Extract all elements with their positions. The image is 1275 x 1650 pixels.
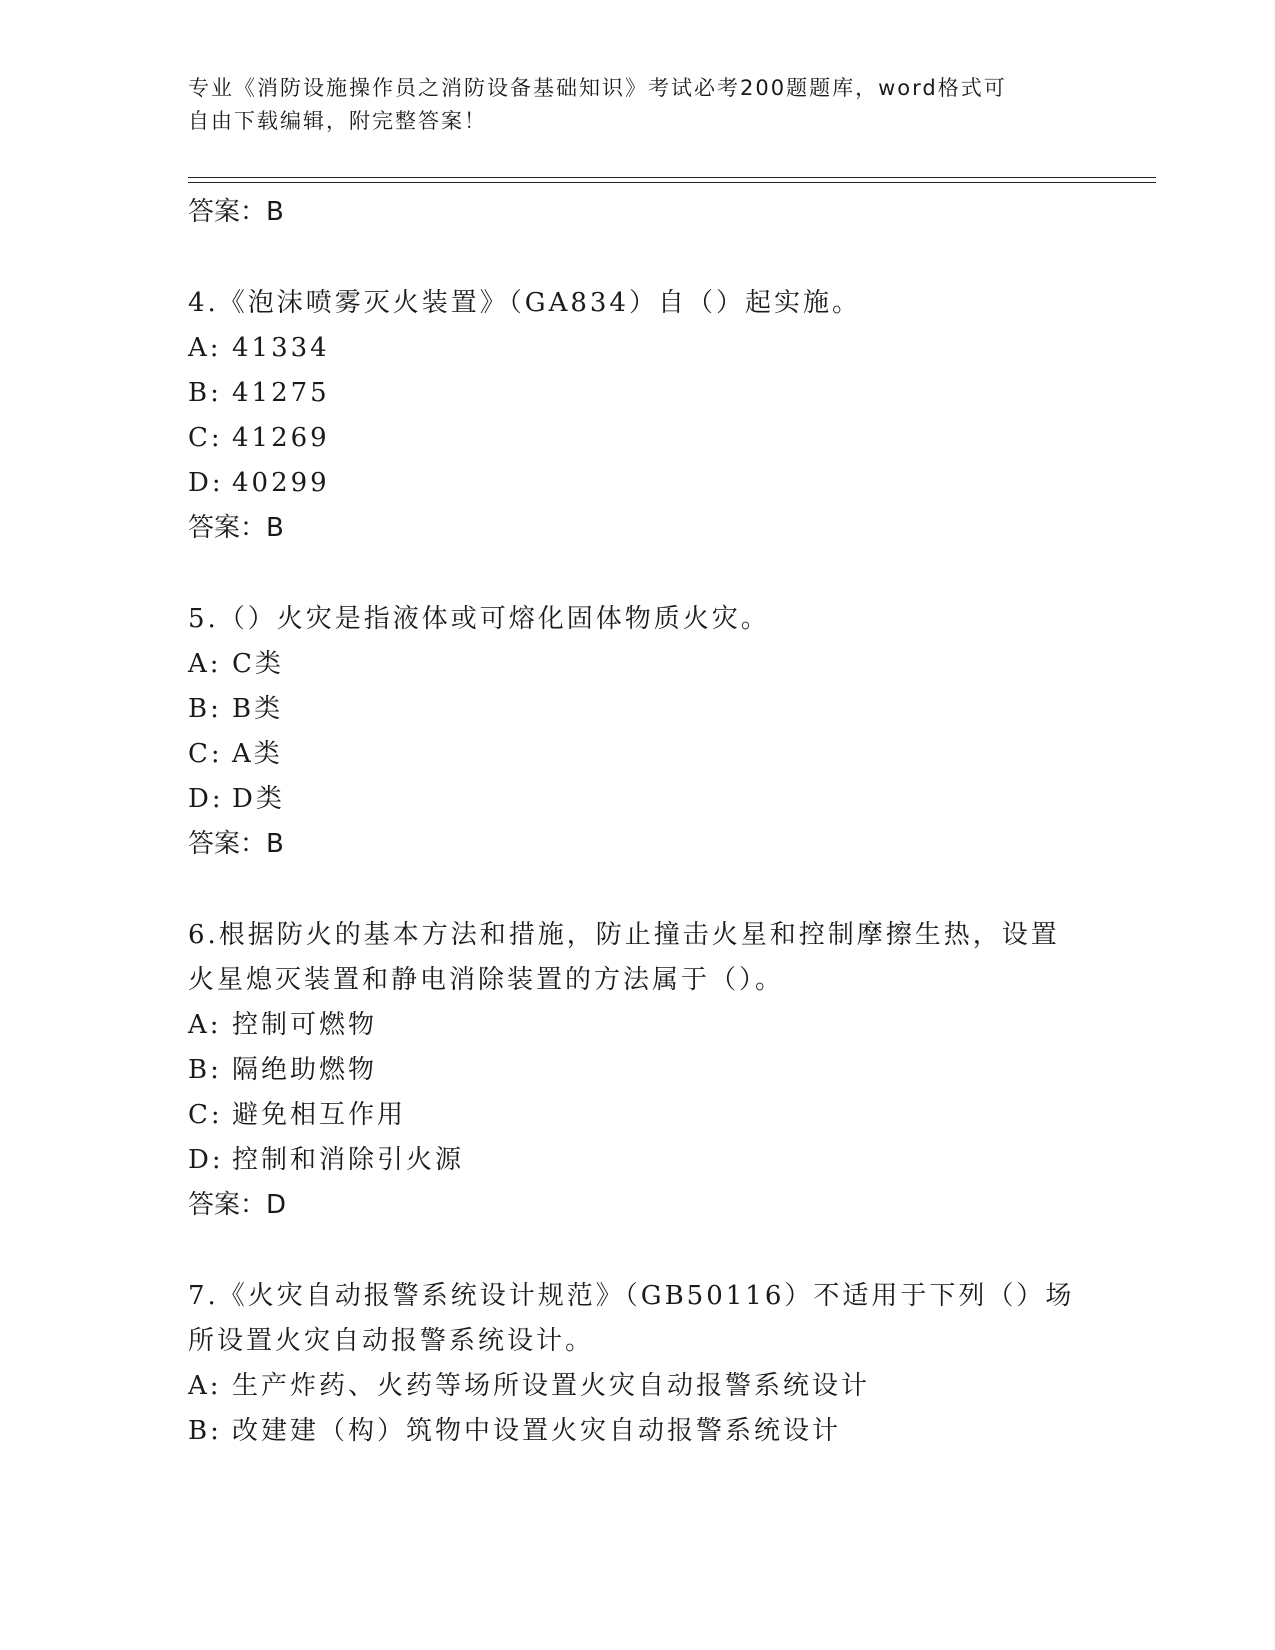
option-d (188, 777, 1088, 822)
option-label: A: (188, 1371, 222, 1401)
option-label: C: (188, 739, 223, 769)
option-d (188, 1138, 1088, 1183)
document-body (188, 190, 1088, 1454)
question-block (188, 1274, 1088, 1454)
answer-line: 答案：B (188, 829, 284, 859)
question-text: 7.《火灾自动报警系统设计规范》（GB50116）不适用于下列（）场所设置火灾自动报警系统设计。 (188, 1281, 1075, 1356)
option-label: D: (188, 468, 224, 498)
option-text: 41275 (232, 378, 330, 408)
option-label: C: (188, 423, 223, 453)
option-c (188, 1093, 1088, 1138)
option-label: D: (188, 1145, 224, 1175)
answer-line: 答案：B (188, 513, 284, 543)
question-text: 6.根据防火的基本方法和措施，防止撞击火星和控制摩擦生热，设置火星熄灭装置和静电消除装置的方法属于（）。 (188, 920, 1060, 995)
question-block (188, 913, 1088, 1228)
option-label: D: (188, 784, 224, 814)
option-label: B: (188, 378, 222, 408)
question-block (188, 597, 1088, 867)
option-b (188, 687, 1088, 732)
option-label: A: (188, 649, 222, 679)
option-text: 隔绝助燃物 (232, 1055, 378, 1085)
option-text: B类 (232, 694, 284, 724)
header-divider-top (188, 177, 1156, 178)
option-text: A类 (232, 739, 283, 769)
option-text: C类 (232, 649, 284, 679)
option-d (188, 461, 1088, 506)
option-text: 生产炸药、火药等场所设置火灾自动报警系统设计 (232, 1371, 871, 1401)
option-a (188, 1364, 1088, 1409)
answer-line: 答案：B (188, 197, 284, 227)
option-text: D类 (232, 784, 285, 814)
option-label: A: (188, 333, 222, 363)
option-text: 改建建（构）筑物中设置火灾自动报警系统设计 (232, 1416, 842, 1446)
option-c (188, 416, 1088, 461)
option-text: 控制可燃物 (232, 1010, 378, 1040)
option-b (188, 371, 1088, 416)
option-text: 控制和消除引火源 (232, 1145, 465, 1175)
question-text: 5.（）火灾是指液体或可熔化固体物质火灾。 (188, 604, 770, 634)
option-text: 避免相互作用 (232, 1100, 407, 1130)
option-b (188, 1409, 1088, 1454)
option-text: 41334 (232, 333, 330, 363)
option-label: B: (188, 694, 222, 724)
header-line-1: 专业《消防设施操作员之消防设备基础知识》考试必考200题题库，word格式可 (188, 76, 1007, 100)
option-label: B: (188, 1055, 222, 1085)
option-text: 40299 (232, 468, 330, 498)
option-label: B: (188, 1416, 222, 1446)
option-a (188, 326, 1088, 371)
document-header (188, 72, 1068, 138)
option-a (188, 642, 1088, 687)
question-text: 4.《泡沫喷雾灭火装置》（GA834）自（）起实施。 (188, 288, 861, 318)
option-text: 41269 (232, 423, 330, 453)
question-block (188, 281, 1088, 551)
header-line-2: 自由下载编辑，附完整答案！ (188, 109, 487, 133)
option-c (188, 732, 1088, 777)
option-a (188, 1003, 1088, 1048)
header-divider-bottom (188, 182, 1156, 183)
option-label: A: (188, 1010, 222, 1040)
answer-line: 答案：D (188, 1190, 287, 1220)
option-b (188, 1048, 1088, 1093)
option-label: C: (188, 1100, 223, 1130)
